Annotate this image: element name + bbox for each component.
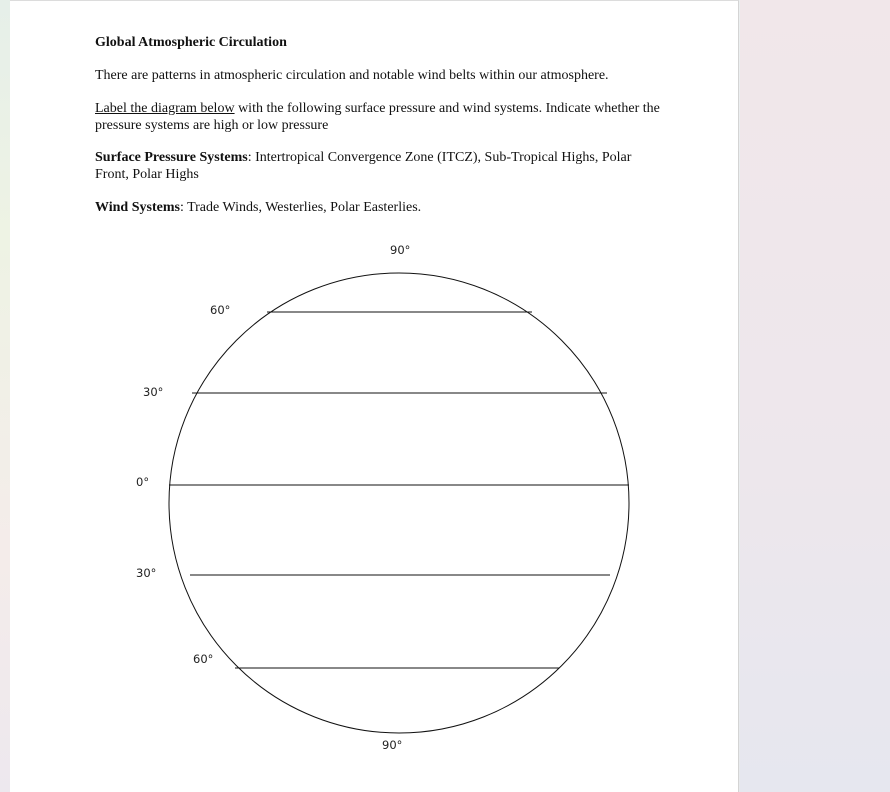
pressure-systems-label: Surface Pressure Systems: [95, 150, 248, 165]
label-south-30: 30°: [136, 566, 157, 580]
label-south-pole: 90°: [382, 738, 403, 752]
label-north-pole: 90°: [390, 243, 411, 257]
instruction-underlined-text: Label the diagram below: [95, 101, 235, 116]
wind-systems-text: : Trade Winds, Westerlies, Polar Easterlies.: [179, 200, 422, 215]
globe-diagram: [10, 1, 739, 792]
document-page: [10, 0, 739, 792]
label-equator: 0°: [136, 475, 150, 489]
document-title: Global Atmospheric Circulation: [95, 35, 287, 50]
globe-outline: [169, 273, 629, 733]
label-north-30: 30°: [143, 385, 164, 399]
pressure-systems-text: : Intertropical Convergence Zone (ITCZ), Sub-Tropical Highs, Polar Front, Polar Highs: [95, 150, 632, 182]
background-panel: [740, 0, 890, 792]
intro-paragraph: There are patterns in atmospheric circulation and notable wind belts within our atmosphere.: [95, 68, 609, 83]
label-south-60: 60°: [193, 652, 214, 666]
label-north-60: 60°: [210, 303, 231, 317]
wind-systems-label: Wind Systems: [95, 200, 180, 215]
window-left-edge: [0, 0, 10, 792]
instruction-text: with the following surface pressure and wind systems. Indicate whether the pressure systems are high or low pressure: [95, 101, 660, 133]
